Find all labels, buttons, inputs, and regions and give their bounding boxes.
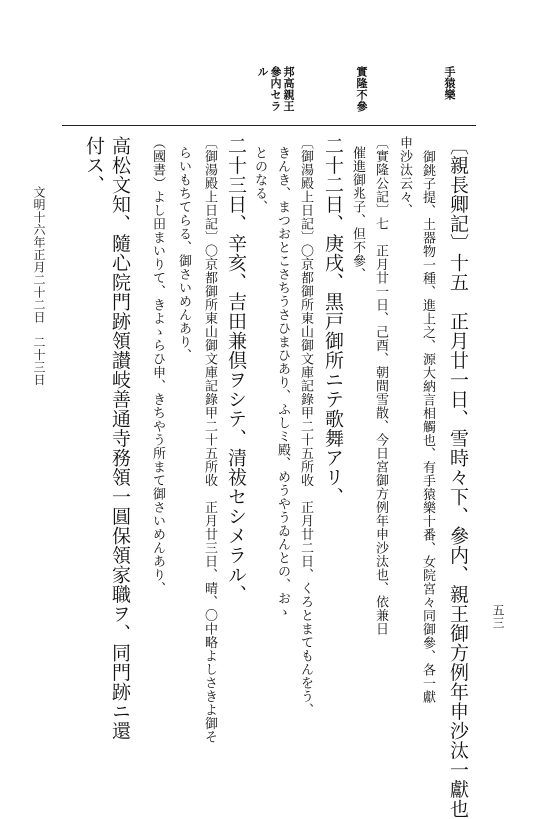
text-column-8: きんき、まつおとこさちうさひまひあり、ふしミ殿、めうやうゐんとの、おゝ (275, 146, 290, 619)
text-column-4: 〔實隆公記〕七 正月廿一日、己酉、朝間雪散、今日宮御方例年申沙汰也、依兼日 (373, 136, 388, 636)
headnote-sarugaku: 手猿樂 (443, 66, 456, 101)
text-column-1: 〔親長卿記〕十五 正月廿一日、雪時々下、參内、親王御方例年申沙汰一獻也 (447, 136, 469, 819)
page-number: 五三 (491, 604, 505, 629)
text-column-11: 〔御湯殿上日記〕〇京都御所東山御文庫記錄甲二十五所收 正月廿三日、晴、〇中略よしさきよ御そ (202, 136, 217, 744)
text-column-14: 高松文知、隨心院門跡領讃岐善通寺務領一圓保領家職ヲ、同門跡ニ還 (109, 136, 131, 741)
running-title: 文明十六年正月二十二日 二十三日 (32, 186, 46, 386)
text-column-2: 御銚子提、土器物一種、進上之、源大納言相觸也、有手猿樂十番、女院宮々同御參、各一獻 (420, 150, 435, 704)
text-column-12: らいもちてらる、御さいめんあり、 (176, 146, 191, 362)
text-column-6: 二十二日、庚戌、黒戸御所ニテ歌舞アリ、 (322, 136, 344, 507)
headnote-kunitaka-line2: 參内セラ (269, 66, 282, 112)
headnote-kunitaka-line3: ル (256, 66, 269, 78)
headnote-sanetaka-absent: 實隆不參 (355, 66, 368, 112)
headnote-kunitaka-line1: 邦高親王 (282, 66, 295, 112)
text-column-3: 申沙汰云々、 (397, 136, 412, 217)
text-column-7: 〔御湯殿上日記〕〇京都御所東山御文庫記錄甲二十五所收 正月廿二日、くろとまてもんをう、 (298, 136, 313, 717)
text-column-5: 催進御兆子、但不參、 (350, 146, 365, 281)
header-rule (62, 125, 476, 126)
text-column-9: とのなる、 (252, 146, 267, 214)
text-column-15: 付ス、 (83, 136, 105, 195)
text-column-13: （國書）よし田まいりて、きよゝらひ申、きちやう所まて御さいめんあり、 (150, 136, 165, 595)
text-column-10: 二十三日、辛亥、吉田兼倶ヲシテ、清祓セシメラル、 (225, 136, 247, 604)
